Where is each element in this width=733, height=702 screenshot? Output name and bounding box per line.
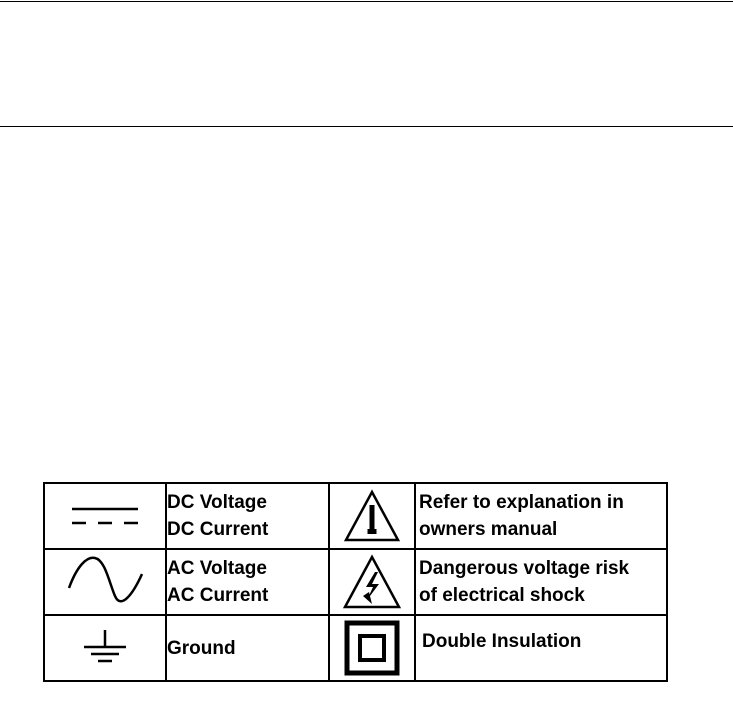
symbol-cell bbox=[329, 615, 415, 681]
description-cell bbox=[166, 615, 329, 681]
symbol-cell bbox=[44, 615, 166, 681]
description-cell bbox=[415, 615, 667, 681]
symbol-cell bbox=[44, 549, 166, 615]
symbol-cell bbox=[329, 549, 415, 615]
table-row bbox=[44, 615, 667, 681]
top-rule bbox=[0, 1, 733, 2]
description-cell bbox=[166, 483, 329, 549]
safety-symbols-table bbox=[43, 482, 668, 682]
ground-symbol-icon bbox=[80, 628, 130, 668]
warning-triangle-icon bbox=[343, 489, 401, 543]
description-cell bbox=[166, 549, 329, 615]
table-row bbox=[44, 483, 667, 549]
description-line: AC Voltage bbox=[167, 558, 267, 579]
description-cell bbox=[415, 549, 667, 615]
header-bottom-rule bbox=[0, 126, 733, 127]
double-insulation-icon bbox=[344, 620, 400, 676]
description-line: AC Current bbox=[167, 585, 269, 606]
high-voltage-triangle-icon bbox=[342, 554, 402, 610]
table-row bbox=[44, 549, 667, 615]
dc-symbol-icon bbox=[70, 504, 140, 528]
description-line: Ground bbox=[167, 637, 236, 659]
description-line: Double Insulation bbox=[422, 631, 582, 652]
description-line: Refer to explanation in bbox=[419, 492, 624, 513]
description-line: owners manual bbox=[419, 519, 558, 540]
symbol-cell bbox=[329, 483, 415, 549]
description-line: of electrical shock bbox=[419, 585, 585, 606]
ac-sine-wave-icon bbox=[65, 552, 145, 612]
description-line: DC Voltage bbox=[167, 492, 267, 513]
description-line: Dangerous voltage risk bbox=[419, 558, 630, 579]
description-line: DC Current bbox=[167, 519, 269, 540]
description-cell bbox=[415, 483, 667, 549]
symbol-cell bbox=[44, 483, 166, 549]
